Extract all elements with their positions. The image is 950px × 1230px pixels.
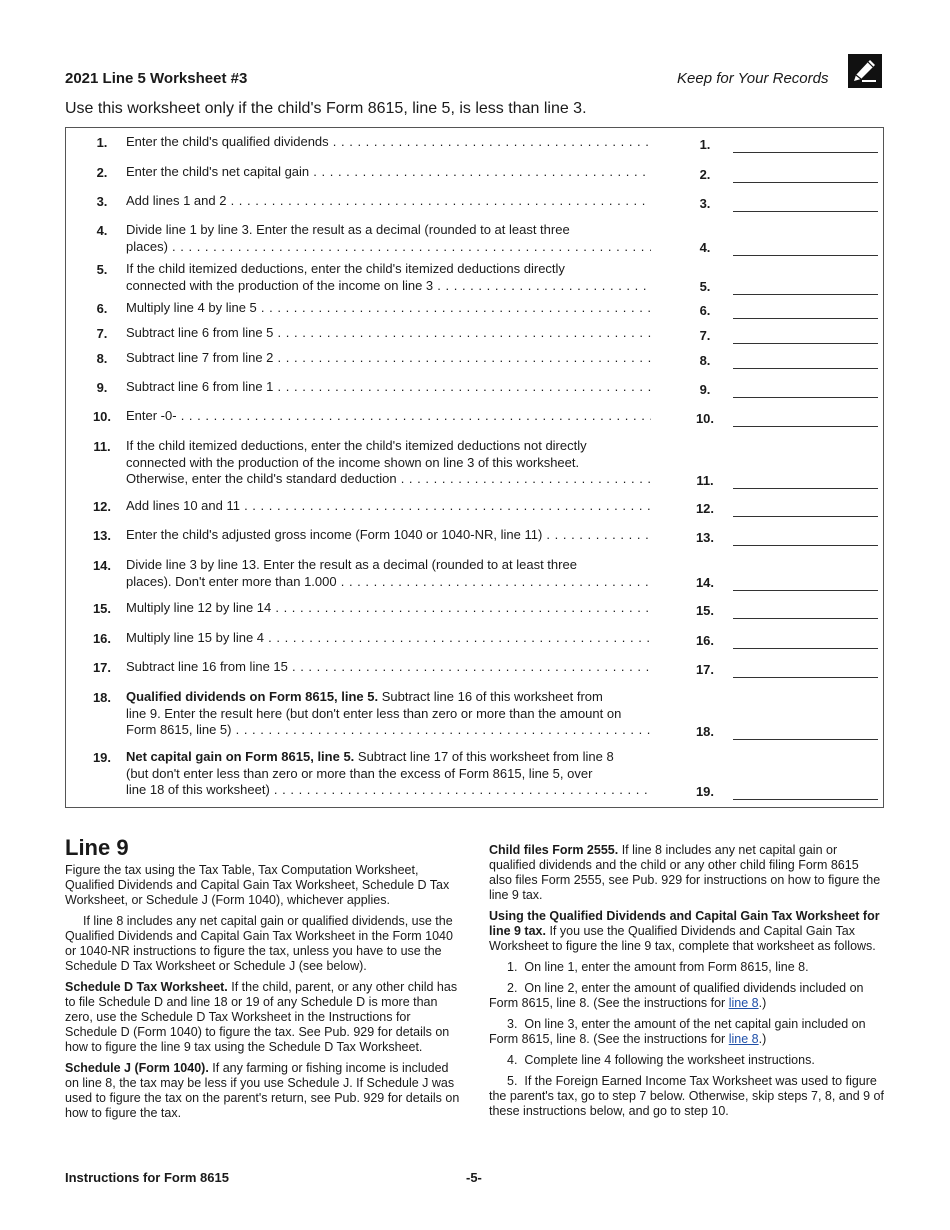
line9-left-column [65, 835, 460, 1127]
line-number: 9. [96, 380, 108, 395]
step-item: 1. On line 1, enter the amount from Form 8615, line 8. [507, 960, 809, 974]
worksheet-line-1 [66, 134, 883, 156]
line-15-amount-input[interactable] [733, 604, 878, 619]
line-number: 14. [92, 558, 112, 573]
line-reference: 13. [695, 530, 715, 545]
line-description: Divide line 1 by line 3. Enter the result as a decimal (rounded to at least three places) . . . [126, 222, 651, 255]
line-reference: 9. [699, 382, 711, 397]
line-number: 19. [92, 750, 112, 765]
form-2555-paragraph: Child files Form 2555. If line 8 includes any net capital gain or qualified dividends and the child or any other child filing Form 8615 also files Form 2555, see Pub. 929 for instructions on how to figure the line 9 tax. [489, 843, 881, 902]
worksheet-line-5 [66, 261, 883, 296]
worksheet-title: 2021 Line 5 Worksheet #3 [65, 70, 248, 87]
line9-right-column [489, 843, 885, 1125]
line9-paragraph: If line 8 includes any net capital gain or qualified dividends, use the Qualified Dividends and Capital Gain Tax Worksheet in the Form 1040 or 1040-NR instructions to figure the tax, unless you have to use the Schedule D Tax Worksheet or Schedule J (see below). [65, 914, 453, 973]
page-number: -5- [466, 1170, 482, 1185]
line-number: 10. [92, 409, 112, 424]
worksheet-line-18 [66, 689, 883, 741]
line-4-amount-input[interactable] [733, 241, 878, 256]
line-reference: 10. [695, 411, 715, 426]
line-number: 12. [92, 499, 112, 514]
line-reference: 7. [699, 328, 711, 343]
worksheet-line-3 [66, 193, 883, 215]
line-description: Enter the child's qualified dividends . . . [126, 134, 651, 151]
intro-instruction: Use this worksheet only if the child's Form 8615, line 5, is less than line 3. [65, 100, 587, 117]
line-description: Divide line 3 by line 13. Enter the result as a decimal (rounded to at least three places). Don't enter more than 1.000 . . . [126, 557, 651, 590]
line-number: 7. [96, 326, 108, 341]
line-10-amount-input[interactable] [733, 412, 878, 427]
line-number: 17. [92, 660, 112, 675]
worksheet-line-13 [66, 527, 883, 549]
line-description: Add lines 10 and 11 . . . [126, 498, 651, 515]
line-2-amount-input[interactable] [733, 168, 878, 183]
line-13-amount-input[interactable] [733, 531, 878, 546]
schedule-d-paragraph: Schedule D Tax Worksheet. If the child, parent, or any other child has to file Schedule D and line 18 or 19 of any Schedule D is more than zero, use the Schedule D Tax Worksheet in the Instructions for Schedule D (Form 1040) to figure the tax. See Pub. 929 for details on how to figure the line 9 tax using the Schedule D Tax Worksheet. [65, 980, 458, 1054]
worksheet-line-4 [66, 222, 883, 257]
line-description: Subtract line 16 from line 15 . . . [126, 659, 651, 676]
line-number: 2. [96, 165, 108, 180]
line-12-amount-input[interactable] [733, 502, 878, 517]
worksheet-line-16 [66, 630, 883, 652]
line-18-amount-input[interactable] [733, 725, 878, 740]
line-reference: 12. [695, 501, 715, 516]
step-item: 2. On line 2, enter the amount of qualified dividends included on Form 8615, line 8. (See the instructions for line 8.) [489, 981, 864, 1010]
worksheet-line-12 [66, 498, 883, 520]
line-8-amount-input[interactable] [733, 354, 878, 369]
line-number: 11. [93, 439, 111, 454]
line-description: Multiply line 12 by line 14 . . . [126, 600, 651, 617]
line-8-link[interactable]: line 8 [728, 996, 759, 1010]
line-reference: 18. [695, 724, 715, 739]
line-number: 15. [92, 601, 112, 616]
line-reference: 16. [695, 633, 715, 648]
line-19-amount-input[interactable] [733, 785, 878, 800]
line-description: Qualified dividends on Form 8615, line 5. Subtract line 16 of this worksheet from line 9. Enter the result here (but don't enter less than zero or more than the amount on Form 8615, line 5) . . . [126, 689, 651, 739]
worksheet-line-15 [66, 600, 883, 622]
worksheet-line-9 [66, 379, 883, 401]
line-reference: 4. [699, 240, 711, 255]
line9-paragraph: Figure the tax using the Tax Table, Tax Computation Worksheet, Qualified Dividends and Capital Gain Tax Worksheet, Schedule D Tax Worksheet, or Schedule J (Form 1040), whichever applies. [65, 863, 450, 907]
qdcg-worksheet-paragraph: Using the Qualified Dividends and Capital Gain Tax Worksheet for line 9 tax. If you use the Qualified Dividends and Capital Gain Tax Worksheet to figure the line 9 tax, complete that worksheet as follows. [489, 909, 880, 953]
line-reference: 11. [696, 473, 714, 488]
line-9-amount-input[interactable] [733, 383, 878, 398]
line-description: Enter -0- . . . [126, 408, 651, 425]
line-reference: 14. [695, 575, 715, 590]
line-description: If the child itemized deductions, enter the child's itemized deductions not directly connected with the production of the income shown on line 3 of this worksheet. Otherwise, enter the child's standard deduction . . . [126, 438, 651, 488]
worksheet-line-19 [66, 749, 883, 801]
line-description: Subtract line 6 from line 1 . . . [126, 379, 651, 396]
line-17-amount-input[interactable] [733, 663, 878, 678]
worksheet-line-6 [66, 300, 883, 322]
pencil-icon [848, 54, 882, 88]
line-number: 16. [92, 631, 112, 646]
line-11-amount-input[interactable] [733, 474, 878, 489]
line-reference: 5. [699, 279, 711, 294]
line-description: Subtract line 7 from line 2 . . . [126, 350, 651, 367]
line-description: Enter the child's net capital gain . . . [126, 164, 651, 181]
line-number: 6. [96, 301, 108, 316]
line-description: If the child itemized deductions, enter the child's itemized deductions directly connected with the production of the income on line 3 . . . [126, 261, 651, 294]
line-7-amount-input[interactable] [733, 329, 878, 344]
line-number: 4. [96, 223, 108, 238]
line-description: Multiply line 4 by line 5 . . . [126, 300, 651, 317]
worksheet-line-11 [66, 438, 883, 490]
line-number: 5. [96, 262, 108, 277]
schedule-j-paragraph: Schedule J (Form 1040). If any farming or fishing income is included on line 8, the tax may be less if you use Schedule J. If Schedule J was used to figure the tax on the parent's return, see Pub. 929 for details on how to figure the tax. [65, 1061, 460, 1120]
worksheet-line-14 [66, 557, 883, 592]
footer-form-name: Instructions for Form 8615 [65, 1170, 229, 1185]
worksheet-line-7 [66, 325, 883, 347]
line-reference: 15. [695, 603, 715, 618]
line-number: 1. [96, 135, 108, 150]
line9-heading: Line 9 [65, 835, 129, 860]
line-8-link[interactable]: line 8 [728, 1032, 759, 1046]
line-reference: 17. [695, 662, 715, 677]
line-number: 18. [92, 690, 112, 705]
steps-list [489, 960, 885, 1119]
step-item: 3. On line 3, enter the amount of the net capital gain included on Form 8615, line 8. (See the instructions for line 8.) [489, 1017, 866, 1046]
line-reference: 1. [699, 137, 711, 152]
line-description: Add lines 1 and 2 . . . [126, 193, 651, 210]
line-5-amount-input[interactable] [733, 280, 878, 295]
line-description: Multiply line 15 by line 4 . . . [126, 630, 651, 647]
worksheet-line-10 [66, 408, 883, 430]
worksheet-line-8 [66, 350, 883, 372]
line-reference: 2. [699, 167, 711, 182]
step-item: 5. If the Foreign Earned Income Tax Worksheet was used to figure the parent's tax, go to step 7 below. Otherwise, skip steps 7, 8, and 9 of these instructions below, and go to step 10. [489, 1074, 884, 1118]
keep-for-records-label: Keep for Your Records [677, 70, 829, 87]
line-description: Enter the child's adjusted gross income (Form 1040 or 1040-NR, line 11) . . . [126, 527, 651, 544]
line-number: 13. [92, 528, 112, 543]
line-reference: 8. [699, 353, 711, 368]
worksheet-line-17 [66, 659, 883, 681]
line-reference: 6. [699, 303, 711, 318]
line-14-amount-input[interactable] [733, 576, 878, 591]
line-3-amount-input[interactable] [733, 197, 878, 212]
worksheet-table [65, 127, 884, 808]
line-16-amount-input[interactable] [733, 634, 878, 649]
line-reference: 3. [699, 196, 711, 211]
line-1-amount-input[interactable] [733, 138, 878, 153]
line-number: 3. [96, 194, 108, 209]
step-item: 4. Complete line 4 following the worksheet instructions. [507, 1053, 815, 1067]
line-reference: 19. [695, 784, 715, 799]
line-description: Net capital gain on Form 8615, line 5. Subtract line 17 of this worksheet from line 8 (but don't enter less than zero or more than the excess of Form 8615, line 5, over line 18 of this worksheet) . . . [126, 749, 651, 799]
worksheet-line-2 [66, 164, 883, 186]
line-number: 8. [96, 351, 108, 366]
line-description: Subtract line 6 from line 5 . . . [126, 325, 651, 342]
line-6-amount-input[interactable] [733, 304, 878, 319]
